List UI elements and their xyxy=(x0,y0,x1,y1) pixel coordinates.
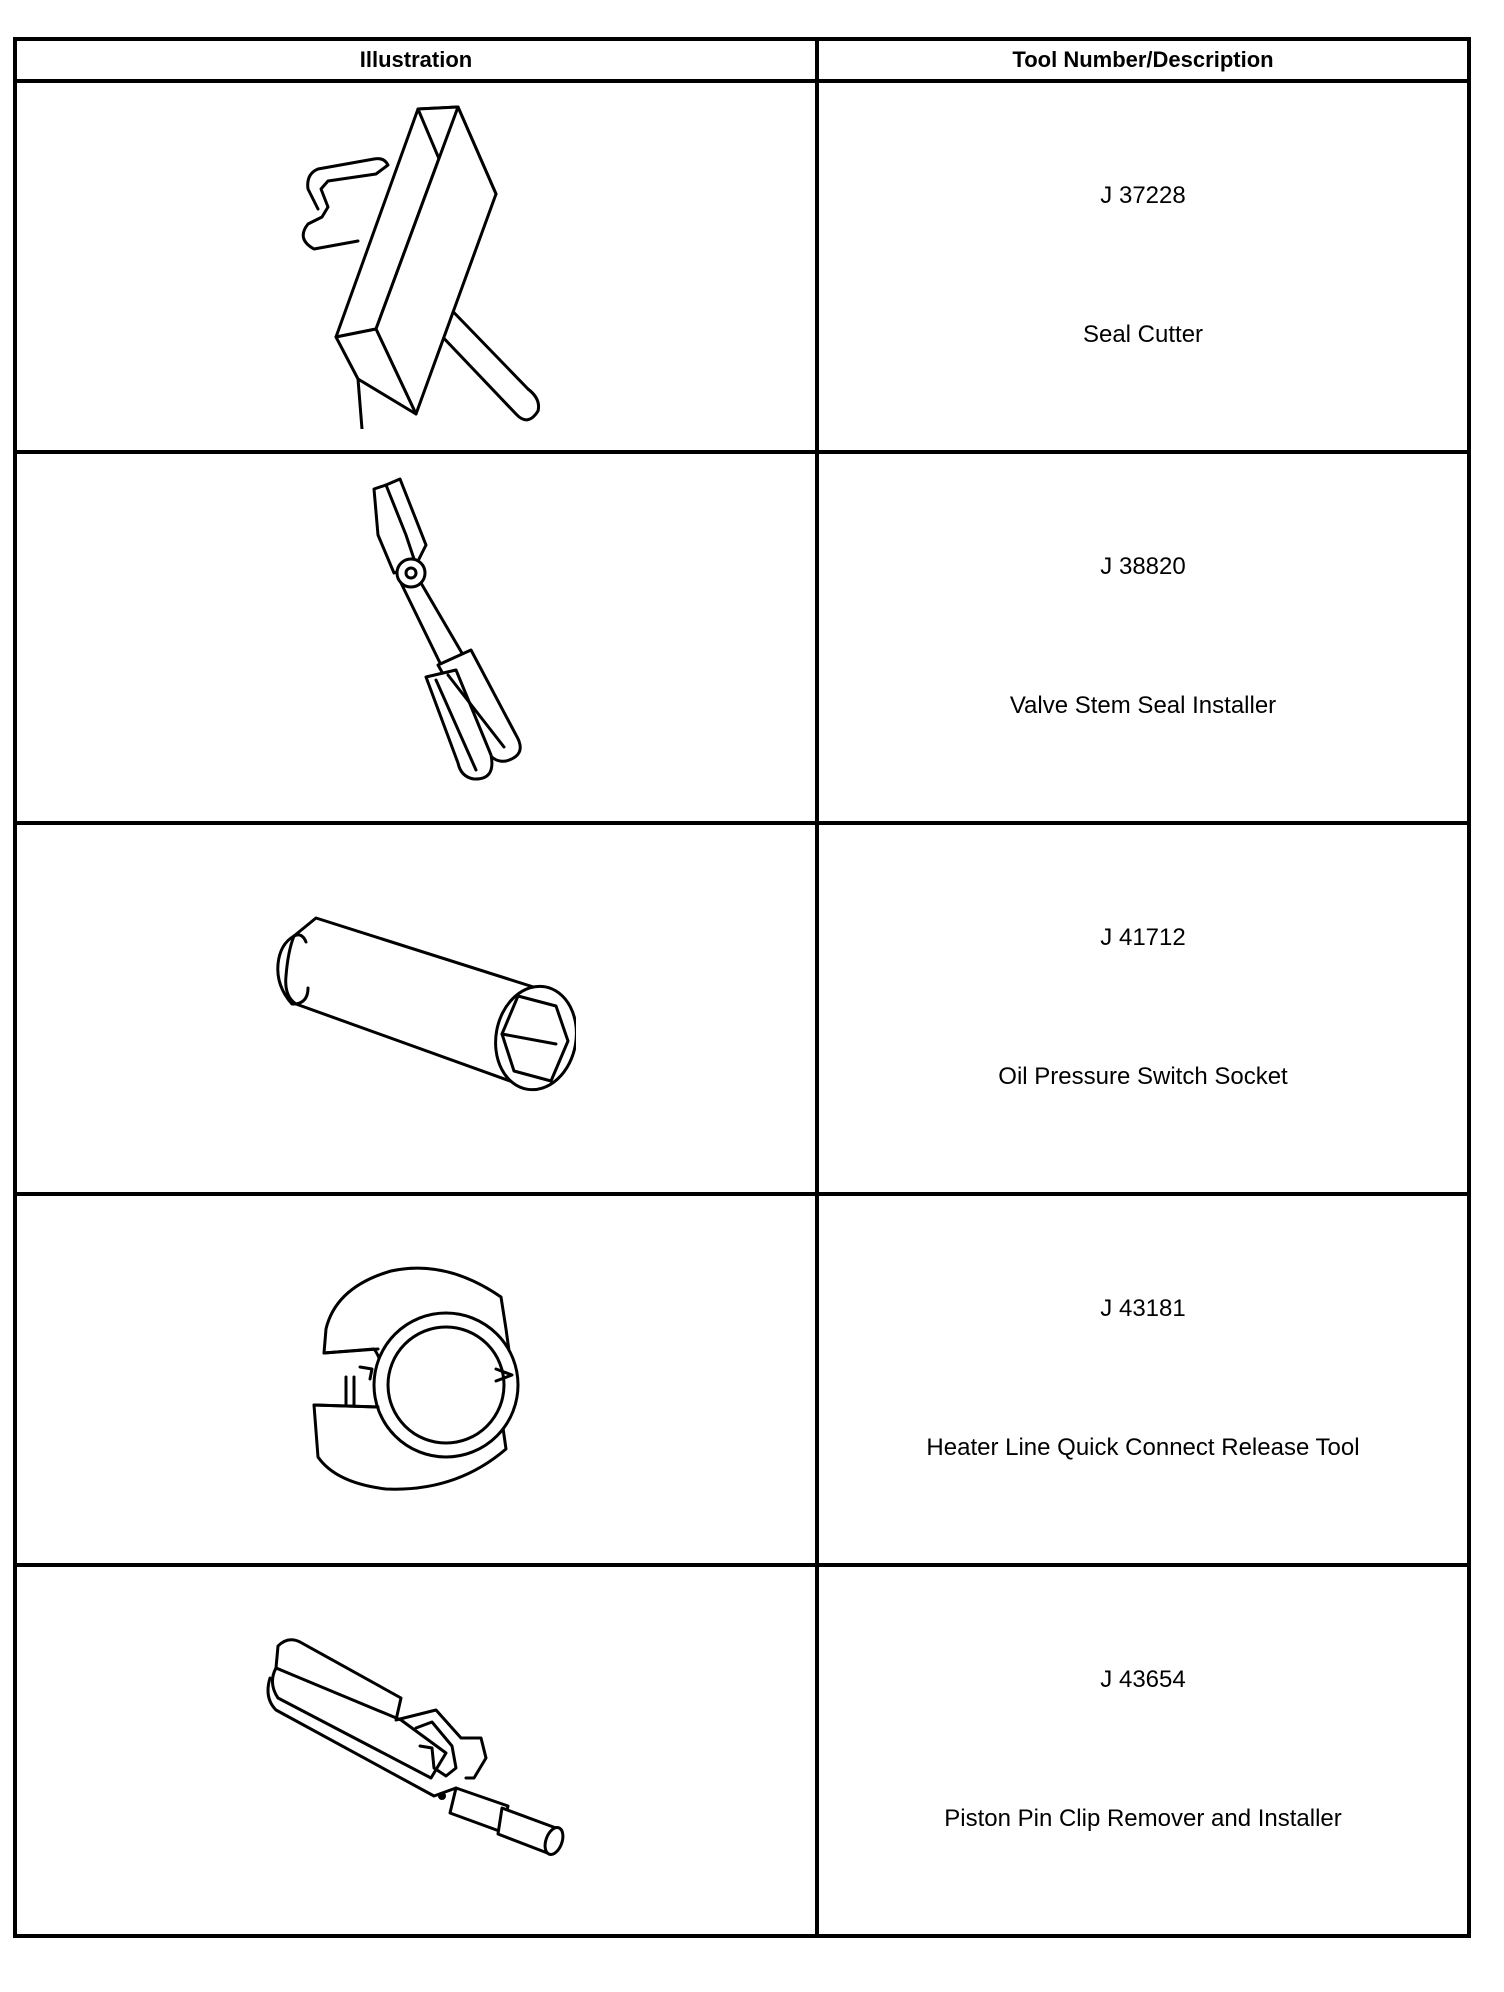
tool-number: J 38820 xyxy=(1100,553,1186,580)
table-row xyxy=(15,1194,1469,1565)
piston-pin-clip-tool-icon xyxy=(256,1628,576,1868)
tool-number: J 41712 xyxy=(1100,924,1186,951)
table-row xyxy=(15,452,1469,823)
illustration-cell xyxy=(15,1194,817,1565)
description-cell xyxy=(817,1194,1469,1565)
illustration-cell xyxy=(15,823,817,1194)
description-cell xyxy=(817,823,1469,1194)
table-row xyxy=(15,1565,1469,1936)
tool-number: J 43181 xyxy=(1100,1295,1186,1322)
tool-number: J 43654 xyxy=(1100,1666,1186,1693)
tool-description: Seal Cutter xyxy=(1082,321,1204,348)
illustration-cell xyxy=(15,1565,817,1936)
column-header-illustration: Illustration xyxy=(15,39,817,81)
table-header-row xyxy=(15,39,1469,81)
illustration-cell xyxy=(15,452,817,823)
table-row xyxy=(15,823,1469,1194)
oil-pressure-switch-socket-icon xyxy=(256,896,576,1116)
table-row xyxy=(15,81,1469,452)
tool-description: Valve Stem Seal Installer xyxy=(1009,692,1277,719)
tool-description: Oil Pressure Switch Socket xyxy=(998,1063,1288,1090)
tool-table xyxy=(13,37,1471,1938)
tool-description: Heater Line Quick Connect Release Tool xyxy=(926,1434,1360,1461)
seal-cutter-icon xyxy=(266,99,566,429)
description-cell xyxy=(817,1565,1469,1936)
description-cell xyxy=(817,81,1469,452)
description-cell xyxy=(817,452,1469,823)
heater-line-release-tool-icon xyxy=(296,1257,536,1497)
column-header-tool: Tool Number/Description xyxy=(817,39,1469,81)
tool-description: Piston Pin Clip Remover and Installer xyxy=(944,1805,1342,1832)
tool-number: J 37228 xyxy=(1100,182,1186,209)
valve-stem-seal-installer-icon xyxy=(266,465,566,805)
illustration-cell xyxy=(15,81,817,452)
